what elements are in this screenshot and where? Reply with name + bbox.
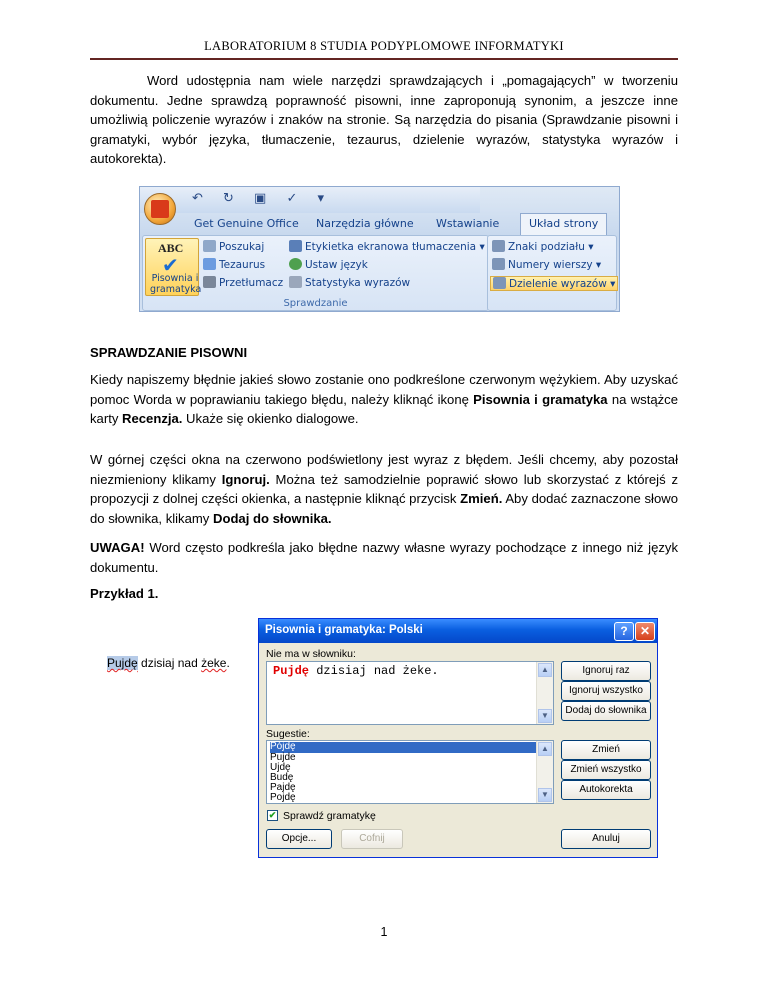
ribbon-tabs xyxy=(140,213,619,235)
check-grammar-label: Sprawdź gramatykę xyxy=(283,810,376,822)
translate-button[interactable]: Przetłumacz xyxy=(203,276,283,289)
close-icon[interactable]: ✕ xyxy=(635,622,655,641)
list-item[interactable]: Pójdę xyxy=(270,742,540,753)
hyphenation-icon xyxy=(493,277,506,289)
not-in-dictionary-label: Nie ma w słowniku: xyxy=(266,648,356,660)
error-word: Pujdę xyxy=(273,664,310,678)
word-count-button[interactable]: Statystyka wyrazów xyxy=(289,276,410,289)
options-button[interactable]: Opcje... xyxy=(266,829,332,849)
list-item[interactable]: Pajdę xyxy=(270,782,296,793)
scrollbar-suggestions[interactable] xyxy=(536,741,553,803)
add-to-dictionary-button[interactable]: Dodaj do słownika xyxy=(561,701,651,721)
list-item[interactable]: Pujde xyxy=(270,752,296,763)
section-heading: SPRAWDZANIE PISOWNI xyxy=(90,345,248,360)
dialog-titlebar xyxy=(259,619,657,643)
quick-access-toolbar xyxy=(140,187,480,213)
intro-paragraph: Word udostępnia nam wiele narzędzi sprawdzających i „pomagających” w tworzeniu dokumentu. Jedne sprawdzą poprawność pisowni, inne zaproponują synonim, a jeszcze inne umożliwią policzenie wyrazów i znaków na stronie. Są narzędzia do pisania (Sprawdzanie pisowni i gramatyki, wybór języka, tłumaczenie, tezaurus, dzielenie wyrazów, statystyka wyrazów i autokorekta). xyxy=(90,73,678,166)
line-numbers-icon xyxy=(492,258,505,270)
word-count-icon xyxy=(289,276,302,288)
page-setup-group xyxy=(487,235,617,311)
tab-home[interactable]: Narzędzia główne xyxy=(316,217,414,230)
screentip-icon xyxy=(289,240,302,252)
help-icon[interactable]: ? xyxy=(614,622,634,641)
breaks-icon xyxy=(492,240,505,252)
line-numbers-button[interactable]: Numery wierszy ▾ xyxy=(492,258,601,271)
change-all-button[interactable]: Zmień wszystko xyxy=(561,760,651,780)
scroll-down-icon[interactable]: ▼ xyxy=(538,788,552,802)
ignore-once-button[interactable]: Ignoruj raz xyxy=(561,661,651,681)
paragraph-spelling-intro: Kiedy napiszemy błędnie jakieś słowo zostanie ono podkreślone czerwonym wężykiem. Aby uzyskać pomoc Worda w poprawianiu takiego błędu, należy kliknąć ikonę Pisownia i gramatyka na wstążce karty Recenzja. Ukaże się okienko dialogowe. xyxy=(90,372,678,426)
header-rule xyxy=(90,58,678,60)
tab-get-genuine-office[interactable]: Get Genuine Office xyxy=(194,217,299,230)
thesaurus-icon xyxy=(203,258,216,270)
spelling-grammar-dialog xyxy=(258,618,658,858)
autocorrect-button[interactable]: Autokorekta xyxy=(561,780,651,800)
suggestions-label: Sugestie: xyxy=(266,728,310,740)
example-heading: Przykład 1. xyxy=(90,586,159,601)
not-in-dictionary-box[interactable] xyxy=(266,661,554,725)
undo-button[interactable]: Cofnij xyxy=(341,829,403,849)
suggestions-list[interactable] xyxy=(266,740,554,804)
paragraph-ignore-change: W górnej części okna na czerwono podświetlony jest wyraz z błędem. Jeśli chcemy, aby pozostał niezmieniony klikamy Ignoruj. Można też samodzielnie poprawić słowo lub skorzystać z którejś z propozycji z dolnej części okienka, a następnie kliknąć przycisk Zmień. Aby dodać zaznaczone słowo do słownika, klikamy Dodaj do słownika. xyxy=(90,452,678,526)
spelling-grammar-label: Pisownia i gramatyka xyxy=(150,273,202,295)
dialog-title: Pisownia i gramatyka: Polski xyxy=(265,624,423,636)
research-button[interactable]: Poszukaj xyxy=(203,240,264,253)
check-grammar-checkbox[interactable]: ✔ xyxy=(268,810,277,820)
scroll-up-icon[interactable]: ▲ xyxy=(538,742,552,756)
spelling-grammar-button[interactable] xyxy=(145,238,202,296)
error-sentence: Pujdę dzisiaj nad żeke. xyxy=(273,664,439,678)
warning-paragraph: UWAGA! Word często podkreśla jako błędne nazwy własne wyrazy pochodzące z innego niż język dokumentu. xyxy=(90,540,678,575)
research-icon xyxy=(203,240,216,252)
page-header: LABORATORIUM 8 STUDIA PODYPLOMOWE INFORMATYKI xyxy=(204,39,564,53)
scroll-down-icon[interactable]: ▼ xyxy=(538,709,552,723)
list-item[interactable]: Pojdę xyxy=(270,792,296,803)
thesaurus-button[interactable]: Tezaurus xyxy=(203,258,265,271)
scrollbar-top[interactable] xyxy=(536,662,553,724)
set-language-button[interactable]: Ustaw język xyxy=(289,258,368,271)
quick-access-icons: ↶ ↻ ▣ ✓ ▾ xyxy=(192,191,333,206)
tab-insert[interactable]: Wstawianie xyxy=(436,217,500,230)
proofing-group xyxy=(142,235,489,311)
list-item[interactable]: Ujdę xyxy=(270,762,291,773)
translation-screentip-button[interactable]: Etykietka ekranowa tłumaczenia ▾ xyxy=(289,240,485,253)
breaks-button[interactable]: Znaki podziału ▾ xyxy=(492,240,593,253)
ignore-all-button[interactable]: Ignoruj wszystko xyxy=(561,681,651,701)
cancel-button[interactable]: Anuluj xyxy=(561,829,651,849)
tab-page-layout[interactable]: Układ strony xyxy=(520,213,607,235)
misspelled-word-selected: Pujdę xyxy=(107,656,138,670)
sample-document-text: Pujdę dzisiaj nad żeke. xyxy=(107,656,230,670)
misspelled-word: żeke xyxy=(201,656,227,670)
checkmark-icon: ✔ xyxy=(162,253,179,277)
hyphenation-button[interactable]: Dzielenie wyrazów ▾ xyxy=(490,276,618,291)
list-item[interactable]: Budę xyxy=(270,772,294,783)
abc-icon-text: ABC xyxy=(158,241,184,255)
word-ribbon-image xyxy=(139,186,620,312)
change-button[interactable]: Zmień xyxy=(561,740,651,760)
proofing-group-label: Sprawdzanie xyxy=(283,298,348,309)
scroll-up-icon[interactable]: ▲ xyxy=(538,663,552,677)
globe-icon xyxy=(289,258,302,270)
page-number: 1 xyxy=(380,925,388,939)
translate-icon xyxy=(203,276,216,288)
